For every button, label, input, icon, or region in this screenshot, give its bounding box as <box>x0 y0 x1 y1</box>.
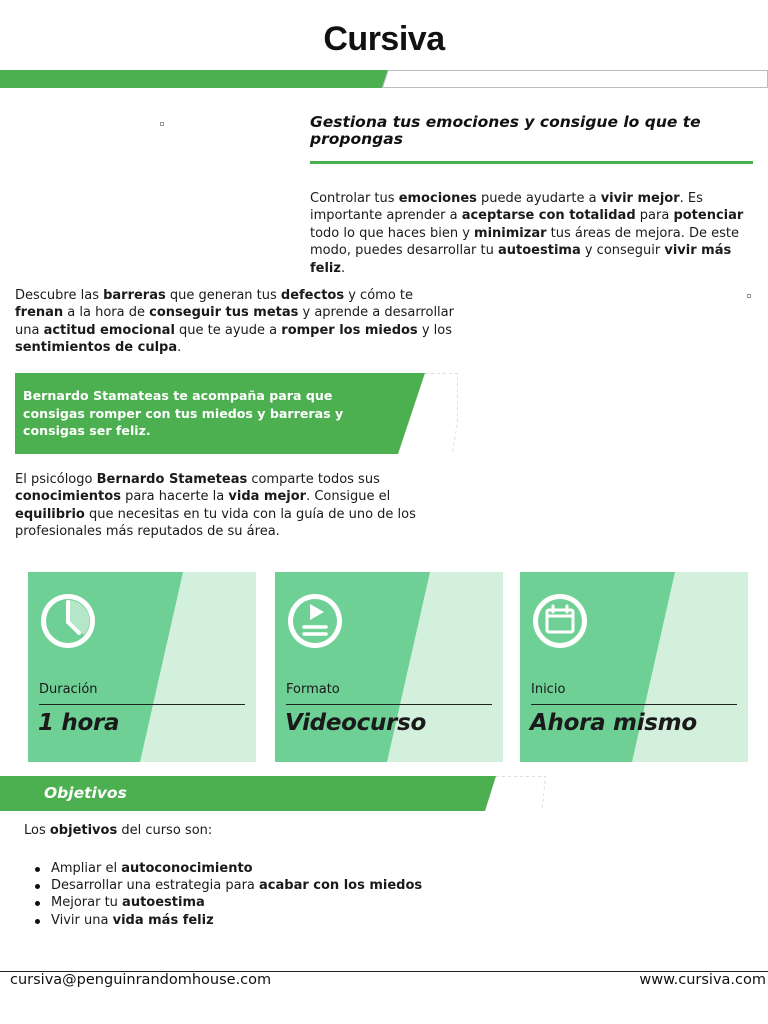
image-placeholder-icon <box>160 122 164 126</box>
format-value: Videocurso <box>285 710 426 736</box>
start-card <box>520 572 748 762</box>
card-divider <box>286 704 492 705</box>
objectives-banner <box>0 776 548 811</box>
footer-email-link[interactable]: cursiva@penguinrandomhouse.com <box>10 972 272 988</box>
psychologist-paragraph: El psicólogo Bernardo Stameteas comparte todos sus conocimientos para hacerte la vida mejor. Consigue el equilibrio que necesitas en tu vida con la guía de uno de los profesionales más reputados de su área. <box>15 472 416 540</box>
start-value: Ahora mismo <box>530 710 697 736</box>
duration-card <box>28 572 256 762</box>
card-divider <box>39 704 245 705</box>
format-card <box>275 572 503 762</box>
header-stripe <box>0 70 768 88</box>
objectives-intro: Los objetivos del curso son: <box>24 823 213 838</box>
footer-website-link[interactable]: www.cursiva.com <box>639 972 766 988</box>
highlight-banner <box>15 373 460 454</box>
list-item: Vivir una vida más feliz <box>51 912 422 929</box>
duration-value: 1 hora <box>38 710 120 736</box>
intro-paragraph: Controlar tus emociones puede ayudarte a vivir mejor. Es importante aprender a aceptarse con totalidad para potenciar todo lo que haces bien y minimizar tus áreas de mejora. De este modo, puedes desarrollar tu autoestima y conseguir vivir más feliz. <box>310 191 744 276</box>
card-divider <box>531 704 737 705</box>
list-item: Mejorar tu autoestima <box>51 894 422 911</box>
clock-icon <box>39 592 97 650</box>
list-item: Desarrollar una estrategia para acabar con los miedos <box>51 878 423 894</box>
objectives-list <box>51 860 422 929</box>
start-label: Inicio <box>531 682 566 697</box>
cursiva-logo: Cursiva <box>323 20 445 58</box>
duration-label: Duración <box>39 682 98 697</box>
format-label: Formato <box>286 682 340 697</box>
headline-divider <box>310 161 753 164</box>
objectives-title: Objetivos <box>44 784 127 802</box>
highlight-banner-text: Bernardo Stamateas te acompaña para que consigas romper con tus miedos y barreras y consigas ser feliz. <box>23 388 344 438</box>
calendar-icon <box>531 592 589 650</box>
page-headline: Gestiona tus emociones y consigue lo que te propongas <box>310 113 701 148</box>
image-placeholder-icon <box>747 294 751 298</box>
barriers-paragraph: Descubre las barreras que generan tus defectos y cómo te frenan a la hora de conseguir tus metas y aprende a desarrollar una actitud emocional que te ayude a romper los miedos y los sentimientos de culpa. <box>15 288 454 356</box>
list-item: Ampliar el autoconocimiento <box>51 860 422 877</box>
video-icon <box>286 592 344 650</box>
